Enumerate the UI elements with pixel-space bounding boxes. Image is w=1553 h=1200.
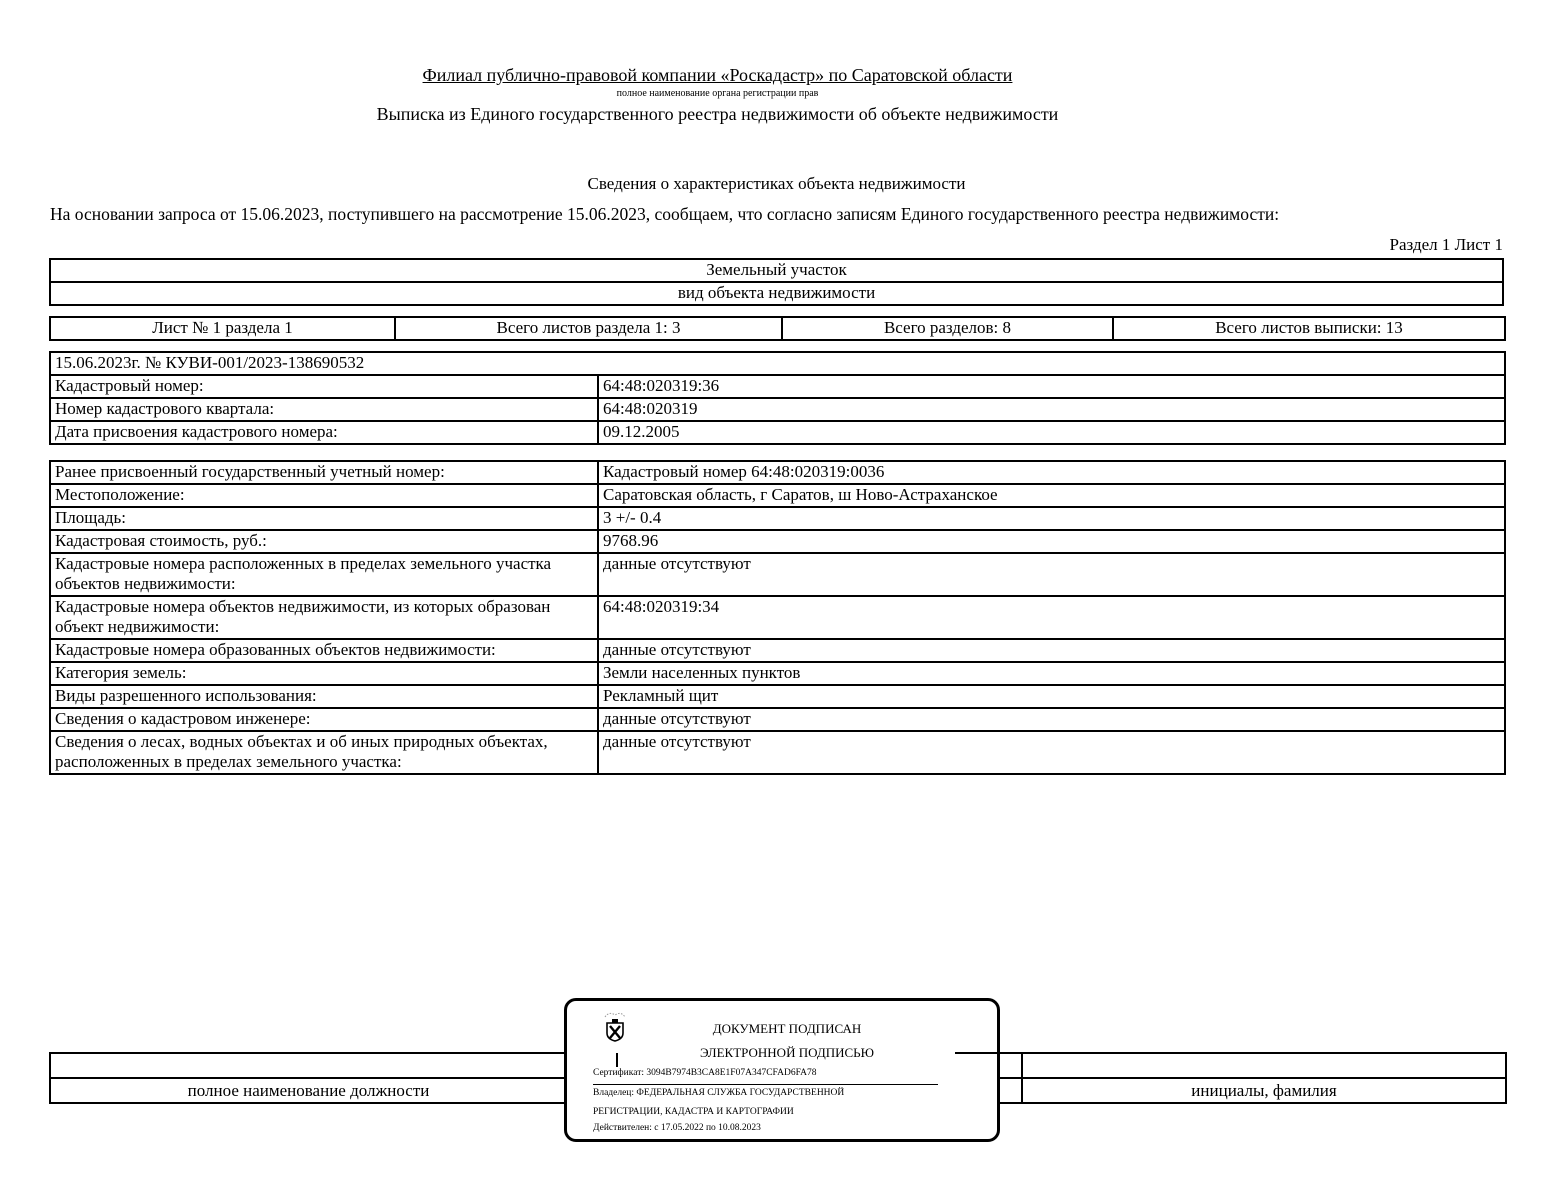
electronic-signature-stamp bbox=[564, 998, 1000, 1142]
table-row bbox=[50, 461, 1505, 484]
table-row bbox=[50, 596, 1505, 639]
field-label: Сведения о кадастровом инженере: bbox=[50, 708, 598, 731]
organization-name: Филиал публично-правовой компании «Роскадастр» по Саратовской области bbox=[422, 65, 1013, 85]
field-value: данные отсутствуют bbox=[598, 639, 1505, 662]
field-label: Кадастровая стоимость, руб.: bbox=[50, 530, 598, 553]
table-row bbox=[50, 421, 1505, 444]
signature-name-box bbox=[1021, 1052, 1507, 1104]
signature-position-box bbox=[49, 1052, 566, 1104]
field-value: данные отсутствуют bbox=[598, 731, 1505, 774]
table-row bbox=[50, 553, 1505, 596]
field-label: Категория земель: bbox=[50, 662, 598, 685]
table-row bbox=[50, 484, 1505, 507]
field-label: Кадастровый номер: bbox=[50, 375, 598, 398]
stamp-validity: Действителен: с 17.05.2022 по 10.08.2023 bbox=[593, 1123, 761, 1133]
details-table bbox=[49, 460, 1506, 775]
field-value: 64:48:020319:34 bbox=[598, 596, 1505, 639]
field-value: 09.12.2005 bbox=[598, 421, 1505, 444]
total-sections: Всего разделов: 8 bbox=[782, 317, 1113, 340]
intro-text: На основании запроса от 15.06.2023, поступившего на рассмотрение 15.06.2023, сообщаем, что согласно записям Единого государственного реестра недвижимости: bbox=[50, 204, 1280, 224]
stamp-line2: ЭЛЕКТРОННОЙ ПОДПИСЬЮ bbox=[700, 1045, 874, 1060]
total-extract-sheets: Всего листов выписки: 13 bbox=[1113, 317, 1505, 340]
field-value: данные отсутствуют bbox=[598, 553, 1505, 596]
field-value: 64:48:020319 bbox=[598, 398, 1505, 421]
field-value: Кадастровый номер 64:48:020319:0036 bbox=[598, 461, 1505, 484]
sheet-info-table bbox=[49, 316, 1506, 341]
field-value: Рекламный щит bbox=[598, 685, 1505, 708]
table-row bbox=[50, 685, 1505, 708]
total-section-sheets: Всего листов раздела 1: 3 bbox=[395, 317, 782, 340]
field-value: Земли населенных пунктов bbox=[598, 662, 1505, 685]
object-type: Земельный участок bbox=[50, 259, 1503, 282]
main-fields-table bbox=[49, 351, 1506, 445]
field-label: Дата присвоения кадастрового номера: bbox=[50, 421, 598, 444]
field-label: Кадастровые номера образованных объектов недвижимости: bbox=[50, 639, 598, 662]
table-row bbox=[50, 507, 1505, 530]
field-label: Кадастровые номера расположенных в пределах земельного участка объектов недвижимости: bbox=[50, 553, 598, 596]
field-value: данные отсутствуют bbox=[598, 708, 1505, 731]
table-row bbox=[50, 639, 1505, 662]
field-value: 9768.96 bbox=[598, 530, 1505, 553]
table-row bbox=[50, 398, 1505, 421]
section-title: Сведения о характеристиках объекта недвижимости bbox=[587, 174, 966, 193]
table-row bbox=[50, 731, 1505, 774]
document-title: Выписка из Единого государственного реестра недвижимости об объекте недвижимости bbox=[376, 104, 1059, 124]
table-row bbox=[50, 708, 1505, 731]
field-value: Саратовская область, г Саратов, ш Ново-Астраханское bbox=[598, 484, 1505, 507]
organization-caption: полное наименование органа регистрации прав bbox=[616, 88, 819, 99]
object-type-caption: вид объекта недвижимости bbox=[50, 282, 1503, 305]
field-label: Виды разрешенного использования: bbox=[50, 685, 598, 708]
object-type-table bbox=[49, 258, 1504, 306]
table-row bbox=[50, 530, 1505, 553]
stamp-owner-cont: РЕГИСТРАЦИИ, КАДАСТРА И КАРТОГРАФИИ bbox=[593, 1107, 794, 1117]
table-row bbox=[50, 375, 1505, 398]
signature-joint bbox=[997, 1052, 1021, 1104]
field-label: Кадастровые номера объектов недвижимости, из которых образован объект недвижимости: bbox=[50, 596, 598, 639]
field-value: 64:48:020319:36 bbox=[598, 375, 1505, 398]
field-label: Номер кадастрового квартала: bbox=[50, 398, 598, 421]
table-row bbox=[50, 662, 1505, 685]
stamp-line1: ДОКУМЕНТ ПОДПИСАН bbox=[712, 1021, 862, 1036]
record-id: 15.06.2023г. № КУВИ-001/2023-138690532 bbox=[50, 352, 1505, 375]
name-caption: инициалы, фамилия bbox=[1191, 1081, 1337, 1100]
field-label: Ранее присвоенный государственный учетный номер: bbox=[50, 461, 598, 484]
stamp-certificate: Сертификат: 3094B7974B3CA8E1F07A347CFAD6FA78 bbox=[593, 1068, 817, 1078]
field-label: Местоположение: bbox=[50, 484, 598, 507]
sheet-number: Лист № 1 раздела 1 bbox=[50, 317, 395, 340]
stamp-owner: Владелец: ФЕДЕРАЛЬНАЯ СЛУЖБА ГОСУДАРСТВЕННОЙ bbox=[593, 1088, 845, 1098]
page-reference: Раздел 1 Лист 1 bbox=[1389, 235, 1503, 254]
field-value: 3 +/- 0.4 bbox=[598, 507, 1505, 530]
field-label: Площадь: bbox=[50, 507, 598, 530]
position-caption: полное наименование должности bbox=[187, 1081, 430, 1100]
field-label: Сведения о лесах, водных объектах и об иных природных объектах, расположенных в пределах земельного участка: bbox=[50, 731, 598, 774]
